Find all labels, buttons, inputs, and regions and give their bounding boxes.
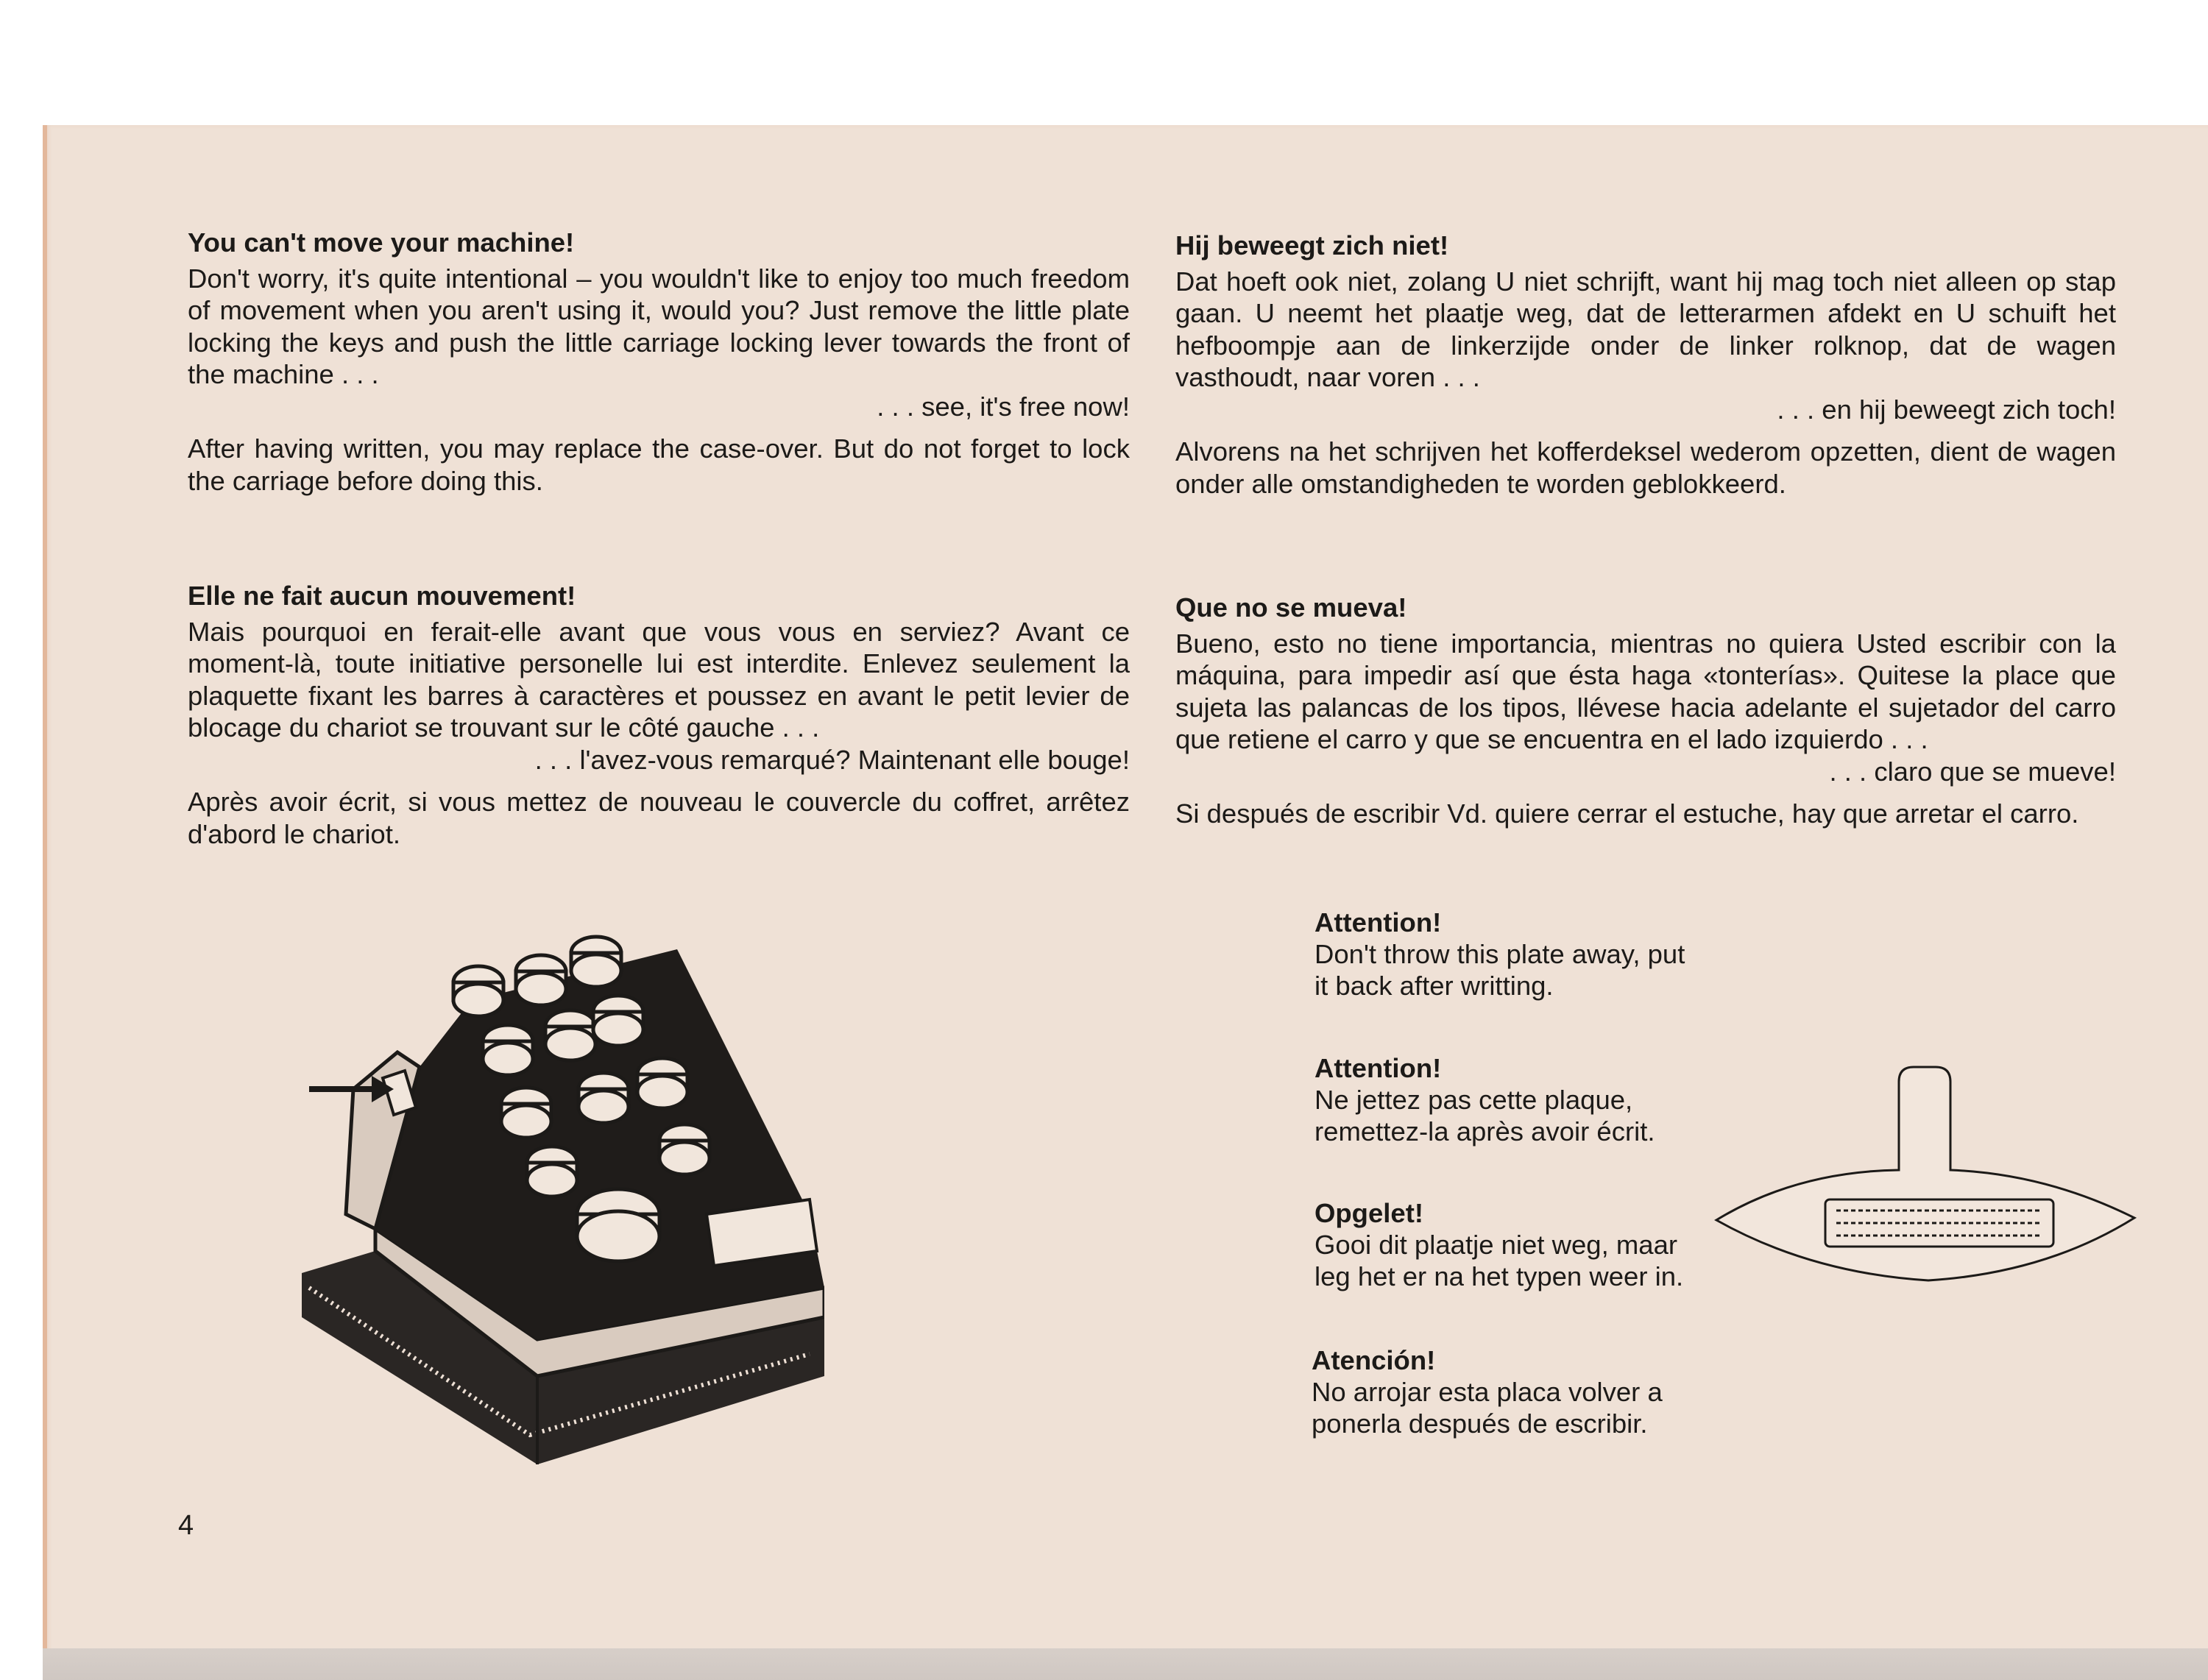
dutch-para1: Dat hoeft ook niet, zolang U niet schrijft, want hij mag toch niet alleen op stap gaan. U neemt het plaatje weg, dat de letterarmen afdekt en U schuift het hefboompje aan de linkerzijde onder de linker rolknop, dat de wagen vasthoudt, naar voren . . .	[1175, 266, 2116, 392]
heading-spanish: Que no se mueva!	[1175, 592, 1407, 623]
note-spanish	[1312, 1344, 1694, 1439]
section-spanish	[1175, 592, 2116, 830]
note-dutch-text: Gooi dit plaatje niet weg, maar leg het er na het typen weer in.	[1314, 1230, 1684, 1291]
dutch-para1-end: . . . en hij beweegt zich toch!	[1777, 394, 2116, 425]
typewriter-illustration	[294, 905, 824, 1479]
section-english	[188, 227, 1130, 497]
section-dutch	[1175, 230, 2116, 500]
note-dutch-heading: Opgelet!	[1314, 1198, 1424, 1228]
spanish-para1: Bueno, esto no tiene importancia, mientras no quiera Usted escribir con la máquina, para impedir así que ésta haga «tonterías». Quitese la place que sujeta las palancas de los tipos, llévese hacia adelante el sujetador del carro que retiene el carro y que se encuentra en el lado izquierdo . . .	[1175, 628, 2116, 754]
spanish-para2: Si después de escribir Vd. quiere cerrar el estuche, hay que arretar el carro.	[1175, 798, 2079, 829]
french-para2: Après avoir écrit, si vous mettez de nouveau le couvercle du coffret, arrêtez d'abord le chariot.	[188, 787, 1130, 849]
dutch-para2: Alvorens na het schrijven het kofferdeksel wederom opzetten, dient de wagen onder alle omstandigheden te worden geblokkeerd.	[1175, 436, 2116, 499]
english-para2: After having written, you may replace the case-over. But do not forget to lock the carriage before doing this.	[188, 433, 1130, 496]
note-spanish-text: No arrojar esta placa volver a ponerla después de escribir.	[1312, 1377, 1663, 1439]
plate-illustration	[1708, 1060, 2149, 1295]
note-spanish-heading: Atención!	[1312, 1345, 1436, 1375]
section-french	[188, 580, 1130, 850]
note-french-text: Ne jettez pas cette plaque, remettez-la après avoir écrit.	[1314, 1085, 1655, 1146]
note-french-heading: Attention!	[1314, 1053, 1442, 1083]
french-para1-end: . . . l'avez-vous remarqué? Maintenant elle bouge!	[534, 744, 1130, 775]
note-english-text: Don't throw this plate away, put it back after writting.	[1314, 939, 1685, 1001]
heading-english: You can't move your machine!	[188, 227, 575, 258]
french-para1: Mais pourquoi en ferait-elle avant que vous vous en serviez? Avant ce moment-là, toute initiative personelle lui est interdite. Enlevez seulement la plaquette fixant les barres à caractères et poussez en avant le petit levier de blocage du chariot se trouvant sur le côté gauche . . .	[188, 616, 1130, 742]
note-french	[1314, 1052, 1697, 1147]
english-para1-end: . . . see, it's free now!	[877, 391, 1130, 422]
note-english-heading: Attention!	[1314, 907, 1442, 938]
spanish-para1-end: . . . claro que se mueve!	[1829, 756, 2116, 787]
english-para1: Don't worry, it's quite intentional – you wouldn't like to enjoy too much freedom of movement when you aren't using it, would you? Just remove the little plate locking the keys and push the little carriage locking lever towards the front of the machine . . .	[188, 263, 1130, 389]
page-number: 4	[178, 1510, 194, 1541]
heading-dutch: Hij beweegt zich niet!	[1175, 230, 1449, 260]
note-dutch	[1314, 1197, 1697, 1292]
note-english	[1314, 907, 1697, 1002]
page-shadow	[43, 1648, 2208, 1680]
heading-french: Elle ne fait aucun mouvement!	[188, 581, 576, 611]
